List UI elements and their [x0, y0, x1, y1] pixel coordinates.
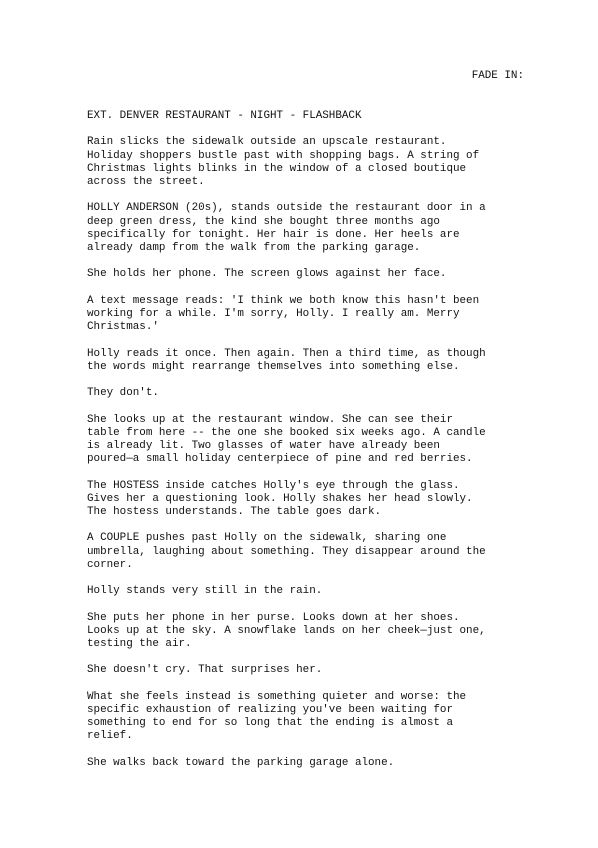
action-paragraph: She doesn't cry. That surprises her. [87, 664, 323, 677]
action-paragraph: She walks back toward the parking garage alone. [87, 756, 395, 769]
transition-fade-in: FADE IN: [471, 70, 524, 82]
action-paragraph: Holly reads it once. Then again. Then a third time, as though the words might rearrange themselves into something else. [87, 347, 486, 373]
action-paragraph: A COUPLE pushes past Holly on the sidewalk, sharing one umbrella, laughing about something. They disappear around the corner. [87, 532, 486, 571]
action-paragraph: Rain slicks the sidewalk outside an upscale restaurant. Holiday shoppers bustle past with shopping bags. A string of Christmas lights blinks in the window of a closed boutique across the street. [87, 136, 480, 188]
action-paragraph: She looks up at the restaurant window. She can see their table from here -- the one she booked six weeks ago. A candle is already lit. Two glasses of water have already been poured—a small holiday centerpiece of pine and red berries. [87, 413, 486, 466]
action-paragraph: The HOSTESS inside catches Holly's eye through the glass. Gives her a questioning look. Holly shakes her head slowly. The hostess understands. The table goes dark. [87, 479, 473, 518]
scene-heading: EXT. DENVER RESTAURANT - NIGHT - FLASHBACK [87, 110, 362, 122]
action-paragraph: She holds her phone. The screen glows against her face. [87, 268, 447, 281]
action-paragraph: A text message reads: 'I think we both know this hasn't been working for a while. I'm sorry, Holly. I really am. Merry Christmas.' [87, 294, 480, 334]
action-paragraph: HOLLY ANDERSON (20s), stands outside the restaurant door in a deep green dress, the kind she bought three months ago specifically for tonight. Her hair is done. Her heels are already damp from the walk from the parking garage. [87, 202, 486, 254]
script-body [87, 110, 557, 783]
action-paragraph: She puts her phone in her purse. Looks down at her shoes. Looks up at the sky. A snowflake lands on her cheek—just one, testing the air. [87, 611, 486, 650]
action-paragraph: Holly stands very still in the rain. [87, 585, 323, 598]
action-paragraph: What she feels instead is something quieter and worse: the specific exhaustion of realizing you've been waiting for something to end for so long that the ending is almost a relief. [87, 690, 467, 743]
action-paragraph: They don't. [87, 387, 159, 400]
